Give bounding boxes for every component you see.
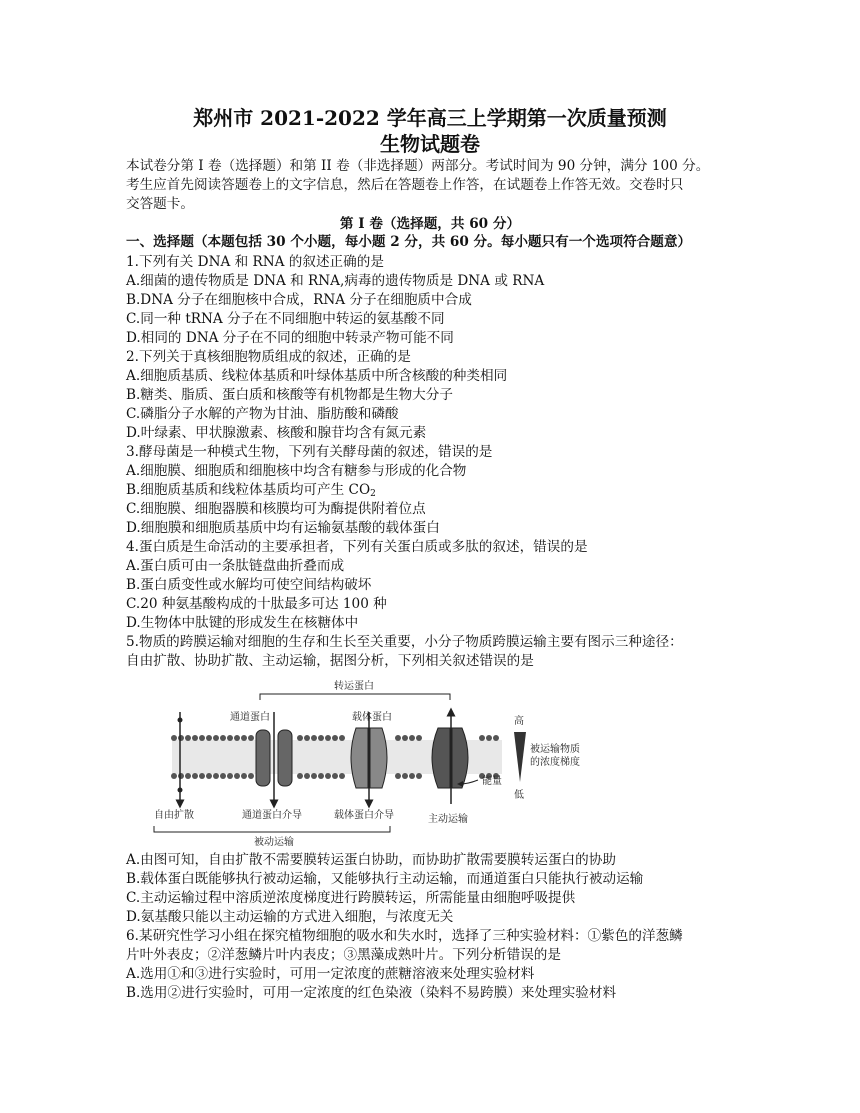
q6-option-b: B.选用②进行实验时，可用一定浓度的红色染液（染料不易跨膜）来处理实验材料	[126, 985, 617, 1001]
gradient-high-label: 高	[514, 716, 524, 727]
channel-mediated-label: 通道蛋白介导	[242, 810, 302, 821]
instructions-line-3: 交答题卡。	[126, 196, 194, 212]
gradient-label-line-1: 被运输物质	[530, 744, 580, 755]
phospholipid-head	[297, 735, 303, 741]
channel-protein-label: 通道蛋白	[230, 712, 270, 723]
part-heading: 一、选择题（本题包括 30 个小题，每小题 2 分，共 60 分。每小题只有一个选项符合题意）	[126, 234, 692, 250]
carrier-mediated-label: 载体蛋白介导	[334, 810, 394, 821]
q3-option-b-subscript: 2	[370, 489, 376, 499]
q4-option-b: B.蛋白质变性或水解均可使空间结构破坏	[126, 577, 372, 593]
phospholipid-head	[311, 735, 317, 741]
phospholipid-head	[304, 773, 310, 779]
phospholipid-head	[409, 735, 415, 741]
phospholipid-head	[192, 735, 198, 741]
phospholipid-head	[402, 773, 408, 779]
q2-option-c: C.磷脂分子水解的产物为甘油、脂肪酸和磷酸	[126, 406, 399, 422]
q2-option-b: B.糖类、脂质、蛋白质和核酸等有机物都是生物大分子	[126, 387, 453, 403]
phospholipid-head	[318, 773, 324, 779]
phospholipid-head	[304, 735, 310, 741]
phospholipid-head	[409, 773, 415, 779]
q5-option-d: D.氨基酸只能以主动运输的方式进入细胞，与浓度无关	[126, 909, 454, 925]
q6-option-a: A.选用①和③进行实验时，可用一定浓度的蔗糖溶液来处理实验材料	[126, 966, 535, 982]
q4-option-d: D.生物体中肽键的形成发生在核糖体中	[126, 615, 359, 631]
q5-option-c: C.主动运输过程中溶质逆浓度梯度进行跨膜转运，所需能量由细胞呼吸提供	[126, 890, 576, 906]
phospholipid-head	[332, 773, 338, 779]
q5-stem-line-2: 自由扩散、协助扩散、主动运输，据图分析，下列相关叙述错误的是	[126, 653, 534, 669]
membrane-transport-figure	[150, 672, 630, 850]
channel-protein	[256, 712, 292, 804]
instructions-line-2: 考生应首先阅读答题卷上的文字信息，然后在答题卷上作答，在试题卷上作答无效。交卷时只	[126, 177, 684, 193]
phospholipid-head	[318, 735, 324, 741]
q3-option-b-text: B.细胞质基质和线粒体基质均可产生 CO	[126, 482, 371, 498]
section-title: 第 I 卷（选择题，共 60 分）	[339, 216, 521, 232]
phospholipid-head	[416, 735, 422, 741]
concentration-gradient-wedge	[514, 732, 526, 782]
carrier-protein-label: 载体蛋白	[352, 712, 392, 723]
active-transport-label: 主动运输	[428, 814, 468, 825]
phospholipid-head	[178, 773, 184, 779]
phospholipid-head	[479, 735, 485, 741]
phospholipid-head	[416, 773, 422, 779]
q4-option-a: A.蛋白质可由一条肽链盘曲折叠而成	[126, 558, 345, 574]
q2-option-d: D.叶绿素、甲状腺激素、核酸和腺苷均含有氮元素	[126, 425, 427, 441]
energy-label: 能量	[482, 776, 502, 787]
phospholipid-head	[402, 735, 408, 741]
phospholipid-head	[241, 773, 247, 779]
q1-option-d: D.相同的 DNA 分子在不同的细胞中转录产物可能不同	[126, 330, 454, 346]
transport-protein-bracket	[260, 694, 450, 700]
q5-option-b: B.载体蛋白既能够执行被动运输，又能够执行主动运输，而通道蛋白只能执行被动运输	[126, 871, 644, 887]
phospholipid-head	[199, 773, 205, 779]
instructions-line-1: 本试卷分第 I 卷（选择题）和第 II 卷（非选择题）两部分。考试时间为 90 分钟，满分 100 分。	[126, 158, 710, 174]
q2-stem: 2.下列关于真核细胞物质组成的叙述，正确的是	[126, 349, 411, 365]
gradient-label-line-2: 的浓度梯度	[530, 757, 580, 768]
phospholipid-head	[311, 773, 317, 779]
phospholipid-head	[171, 735, 177, 741]
q2-option-a: A.细胞质基质、线粒体基质和叶绿体基质中所含核酸的种类相同	[126, 368, 508, 384]
q4-option-c: C.20 种氨基酸构成的十肽最多可达 100 种	[126, 596, 387, 612]
phospholipid-head	[192, 773, 198, 779]
phospholipid-head	[486, 735, 492, 741]
q6-stem-line-1: 6.某研究性学习小组在探究植物细胞的吸水和失水时，选择了三种实验材料：①紫色的洋葱鳞	[126, 928, 683, 944]
transport-protein-label: 转运蛋白	[334, 681, 374, 692]
phospholipid-head	[241, 735, 247, 741]
phospholipid-head	[213, 735, 219, 741]
exam-title: 郑州市 2021-2022 学年高三上学期第一次质量预测	[193, 106, 667, 130]
q5-stem-line-1: 5.物质的跨膜运输对细胞的生存和生长至关重要，小分子物质跨膜运输主要有图示三种途径：	[126, 634, 683, 650]
q5-option-a: A.由图可知，自由扩散不需要膜转运蛋白协助，而协助扩散需要膜转运蛋白的协助	[126, 852, 616, 868]
q3-option-a: A.细胞膜、细胞质和细胞核中均含有糖参与形成的化合物	[126, 463, 467, 479]
q6-stem-line-2: 片叶外表皮；②洋葱鳞片叶内表皮；③黑藻成熟叶片。下列分析错误的是	[126, 947, 561, 963]
free-diffusion-label: 自由扩散	[154, 810, 194, 821]
phospholipid-head	[206, 735, 212, 741]
phospholipid-head	[332, 735, 338, 741]
phospholipid-head	[227, 773, 233, 779]
passive-transport-label: 被动运输	[254, 837, 294, 848]
q3-option-c: C.细胞膜、细胞器膜和核膜均可为酶提供附着位点	[126, 501, 426, 517]
phospholipid-head	[325, 773, 331, 779]
phospholipid-head	[339, 735, 345, 741]
phospholipid-head	[171, 773, 177, 779]
phospholipid-head	[199, 735, 205, 741]
q3-option-d: D.细胞膜和细胞质基质中均有运输氨基酸的载体蛋白	[126, 520, 440, 536]
phospholipid-head	[185, 773, 191, 779]
q3-stem: 3.酵母菌是一种模式生物，下列有关酵母菌的叙述，错误的是	[126, 444, 493, 460]
phospholipid-head	[220, 773, 226, 779]
phospholipid-head	[227, 735, 233, 741]
phospholipid-head	[234, 773, 240, 779]
phospholipid-head	[220, 735, 226, 741]
phospholipid-head	[395, 773, 401, 779]
carrier-protein	[351, 712, 387, 804]
exam-subtitle: 生物试题卷	[380, 132, 480, 156]
q1-option-c: C.同一种 tRNA 分子在不同细胞中转运的氨基酸不同	[126, 311, 445, 327]
passive-transport-bracket	[154, 826, 390, 832]
phospholipid-head	[248, 773, 254, 779]
phospholipid-head	[206, 773, 212, 779]
phospholipid-head	[297, 773, 303, 779]
phospholipid-head	[185, 735, 191, 741]
phospholipid-head	[493, 735, 499, 741]
q1-stem: 1.下列有关 DNA 和 RNA 的叙述正确的是	[126, 254, 384, 270]
gradient-low-label: 低	[514, 790, 524, 801]
phospholipid-head	[213, 773, 219, 779]
q1-option-b: B.DNA 分子在细胞核中合成，RNA 分子在细胞质中合成	[126, 292, 472, 308]
phospholipid-head	[395, 735, 401, 741]
phospholipid-head	[178, 735, 184, 741]
phospholipid-head	[234, 735, 240, 741]
q1-option-a: A.细菌的遗传物质是 DNA 和 RNA,病毒的遗传物质是 DNA 或 RNA	[126, 273, 545, 289]
phospholipid-head	[248, 735, 254, 741]
q4-stem: 4.蛋白质是生命活动的主要承担者，下列有关蛋白质或多肽的叙述，错误的是	[126, 539, 588, 555]
phospholipid-head	[325, 735, 331, 741]
phospholipid-head	[339, 773, 345, 779]
